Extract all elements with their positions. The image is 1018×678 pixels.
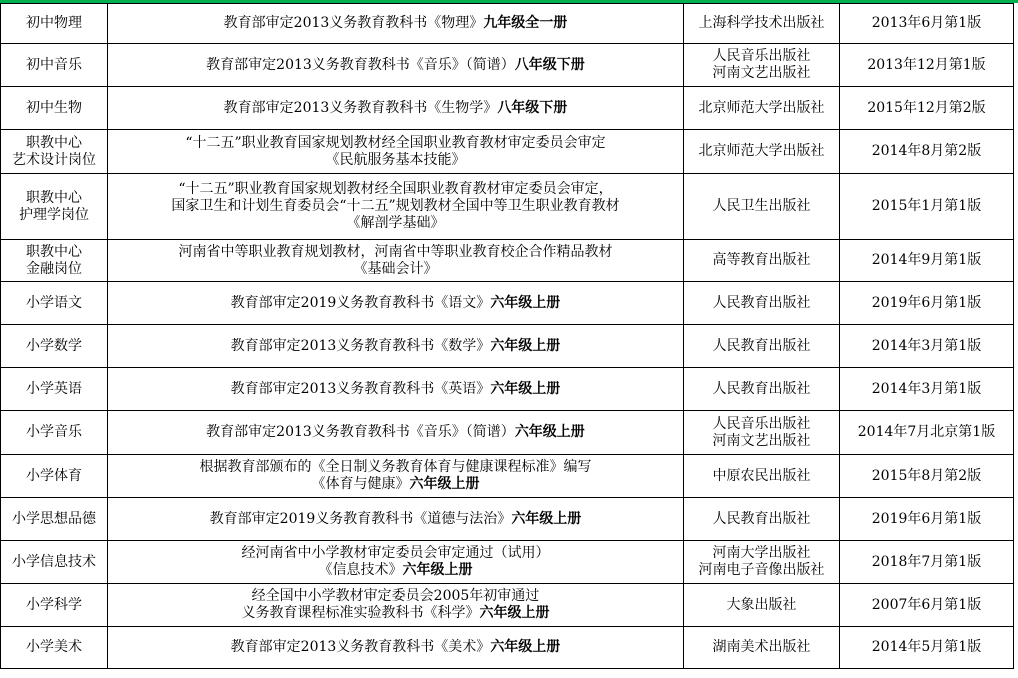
table-row bbox=[1, 325, 1014, 368]
subject-cell bbox=[1, 174, 108, 240]
title-text: 教育部审定2019义务教育教科书《语文》 bbox=[230, 294, 491, 311]
grade-volume-text: 九年级全一册 bbox=[483, 15, 568, 31]
title-line bbox=[111, 338, 680, 355]
edition-cell bbox=[840, 282, 1014, 325]
title-line bbox=[111, 476, 680, 493]
publisher-text: 人民音乐出版社 bbox=[712, 415, 811, 432]
grade-volume-text: 六年级上册 bbox=[514, 424, 585, 440]
title-text: “十二五”职业教育国家规划教材经全国职业教育教材审定委员会审定， bbox=[178, 181, 613, 197]
publisher-cell bbox=[684, 368, 840, 411]
edition-cell bbox=[840, 498, 1014, 541]
publisher-cell bbox=[684, 4, 840, 44]
edition-cell bbox=[840, 325, 1014, 368]
publisher-cell bbox=[684, 282, 840, 325]
textbook-title-cell bbox=[108, 368, 684, 411]
title-line bbox=[111, 295, 680, 312]
edition-text: 2015年1月第1版 bbox=[871, 198, 982, 214]
subject-cell bbox=[1, 4, 108, 44]
subject-text: 小学信息技术 bbox=[12, 553, 96, 570]
subject-text: 小学音乐 bbox=[26, 424, 82, 440]
publisher-cell bbox=[684, 174, 840, 240]
edition-cell bbox=[840, 584, 1014, 627]
title-line bbox=[111, 605, 680, 622]
title-line bbox=[111, 545, 680, 562]
title-line bbox=[111, 198, 680, 215]
edition-text: 2019年6月第1版 bbox=[871, 510, 982, 527]
title-text: 《解剖学基础》 bbox=[346, 215, 445, 231]
title-line bbox=[111, 511, 680, 528]
edition-text: 2014年8月第2版 bbox=[871, 143, 982, 159]
table-row bbox=[1, 87, 1014, 130]
table-row bbox=[1, 44, 1014, 87]
subject-text: 小学思想品德 bbox=[12, 510, 96, 527]
textbook-title-cell bbox=[108, 87, 684, 130]
subject-text: 护理学岗位 bbox=[19, 206, 89, 223]
subject-text: 艺术设计岗位 bbox=[12, 151, 96, 168]
edition-text: 2018年7月第1版 bbox=[871, 553, 982, 570]
title-line bbox=[111, 261, 680, 278]
title-text: 根据教育部颁布的《全日制义务教育体育与健康课程标准》编写 bbox=[199, 459, 592, 475]
subject-text: 初中生物 bbox=[26, 99, 82, 116]
textbook-table-body bbox=[1, 4, 1014, 669]
publisher-cell bbox=[684, 411, 840, 455]
title-line bbox=[111, 215, 680, 232]
grade-volume-text: 六年级上册 bbox=[402, 562, 473, 578]
edition-cell bbox=[840, 368, 1014, 411]
edition-text: 2014年3月第1版 bbox=[871, 337, 982, 354]
table-row bbox=[1, 541, 1014, 584]
title-text: 义务教育课程标准实验教科书《科学》 bbox=[241, 605, 480, 621]
subject-text: 初中音乐 bbox=[26, 56, 82, 73]
table-row bbox=[1, 130, 1014, 174]
publisher-cell bbox=[684, 130, 840, 174]
title-text: 国家卫生和计划生育委员会“十二五”规划教材全国中等卫生职业教育教材 bbox=[171, 198, 620, 214]
title-line bbox=[111, 244, 680, 261]
grade-volume-text: 六年级上册 bbox=[479, 605, 550, 621]
edition-text: 2015年12月第2版 bbox=[867, 99, 986, 116]
textbook-title-cell bbox=[108, 584, 684, 627]
table-row bbox=[1, 240, 1014, 282]
title-text: 经河南省中小学教材审定委员会审定通过（试用） bbox=[241, 545, 550, 561]
grade-volume-text: 六年级上册 bbox=[490, 294, 561, 311]
subject-text: 小学体育 bbox=[26, 467, 82, 484]
textbook-title-cell bbox=[108, 541, 684, 584]
publisher-text: 人民教育出版社 bbox=[712, 294, 811, 311]
textbook-title-cell bbox=[108, 174, 684, 240]
subject-text: 职教中心 bbox=[26, 243, 82, 260]
publisher-text: 河南文艺出版社 bbox=[712, 65, 811, 81]
edition-text: 2007年6月第1版 bbox=[871, 596, 982, 613]
publisher-cell bbox=[684, 455, 840, 498]
edition-text: 2013年12月第1版 bbox=[867, 56, 986, 73]
subject-cell bbox=[1, 411, 108, 455]
edition-cell bbox=[840, 44, 1014, 87]
table-row bbox=[1, 584, 1014, 627]
publisher-cell bbox=[684, 325, 840, 368]
subject-cell bbox=[1, 584, 108, 627]
edition-cell bbox=[840, 411, 1014, 455]
textbook-title-cell bbox=[108, 325, 684, 368]
title-line bbox=[111, 15, 680, 32]
subject-text: 职教中心 bbox=[26, 189, 82, 206]
textbook-title-cell bbox=[108, 498, 684, 541]
publisher-text: 河南电子音像出版社 bbox=[698, 562, 825, 578]
title-line bbox=[111, 639, 680, 656]
title-line bbox=[111, 57, 680, 74]
title-line bbox=[111, 588, 680, 605]
title-text: 教育部审定2013义务教育教科书《音乐》（简谱） bbox=[206, 424, 515, 440]
table-row bbox=[1, 627, 1014, 669]
subject-text: 小学科学 bbox=[26, 596, 82, 613]
publisher-text: 人民教育出版社 bbox=[712, 337, 811, 354]
table-row bbox=[1, 455, 1014, 498]
publisher-text: 中原农民出版社 bbox=[712, 467, 811, 484]
grade-volume-text: 六年级上册 bbox=[490, 639, 561, 655]
table-row bbox=[1, 174, 1014, 240]
grade-volume-text: 六年级上册 bbox=[409, 476, 480, 492]
title-text: 教育部审定2013义务教育教科书《英语》 bbox=[230, 380, 491, 397]
publisher-cell bbox=[684, 498, 840, 541]
title-line bbox=[111, 152, 680, 169]
publisher-text: 湖南美术出版社 bbox=[712, 639, 811, 655]
title-line bbox=[111, 459, 680, 476]
table-row bbox=[1, 368, 1014, 411]
publisher-text: 上海科学技术出版社 bbox=[698, 15, 825, 31]
title-text: 教育部审定2013义务教育教科书《生物学》 bbox=[223, 99, 498, 116]
table-row bbox=[1, 411, 1014, 455]
textbook-title-cell bbox=[108, 240, 684, 282]
subject-cell bbox=[1, 130, 108, 174]
grade-volume-text: 六年级上册 bbox=[490, 337, 561, 354]
edition-text: 2014年7月北京第1版 bbox=[857, 424, 996, 440]
textbook-title-cell bbox=[108, 282, 684, 325]
title-line bbox=[111, 424, 680, 441]
edition-cell bbox=[840, 541, 1014, 584]
textbook-title-cell bbox=[108, 455, 684, 498]
title-text: 《基础会计》 bbox=[353, 260, 438, 277]
subject-cell bbox=[1, 44, 108, 87]
edition-cell bbox=[840, 174, 1014, 240]
title-text: 河南省中等职业教育规划教材，河南省中等职业教育校企合作精品教材 bbox=[178, 243, 613, 260]
publisher-cell bbox=[684, 87, 840, 130]
subject-cell bbox=[1, 87, 108, 130]
edition-text: 2014年3月第1版 bbox=[871, 380, 982, 397]
edition-cell bbox=[840, 240, 1014, 282]
table-row bbox=[1, 4, 1014, 44]
subject-text: 小学语文 bbox=[26, 294, 82, 311]
subject-text: 小学英语 bbox=[26, 380, 82, 397]
publisher-text: 人民音乐出版社 bbox=[712, 48, 811, 64]
edition-cell bbox=[840, 4, 1014, 44]
subject-text: 金融岗位 bbox=[26, 260, 82, 277]
title-line bbox=[111, 100, 680, 117]
subject-cell bbox=[1, 541, 108, 584]
subject-cell bbox=[1, 498, 108, 541]
publisher-text: 大象出版社 bbox=[726, 596, 797, 613]
subject-cell bbox=[1, 282, 108, 325]
edition-text: 2014年5月第1版 bbox=[871, 639, 982, 655]
publisher-cell bbox=[684, 44, 840, 87]
edition-text: 2013年6月第1版 bbox=[871, 15, 982, 31]
publisher-text: 河南文艺出版社 bbox=[712, 432, 811, 449]
subject-text: 初中物理 bbox=[26, 15, 82, 31]
title-text: 《体育与健康》 bbox=[311, 476, 410, 492]
subject-text: 小学美术 bbox=[26, 639, 82, 655]
subject-cell bbox=[1, 627, 108, 669]
title-line bbox=[111, 562, 680, 579]
subject-cell bbox=[1, 325, 108, 368]
grade-volume-text: 六年级上册 bbox=[511, 510, 582, 527]
subject-text: 职教中心 bbox=[26, 134, 82, 151]
publisher-text: 北京师范大学出版社 bbox=[698, 99, 825, 116]
title-text: 教育部审定2019义务教育教科书《道德与法治》 bbox=[209, 510, 512, 527]
title-text: 教育部审定2013义务教育教科书《音乐》（简谱） bbox=[206, 56, 515, 73]
subject-cell bbox=[1, 368, 108, 411]
textbook-table bbox=[0, 3, 1014, 669]
grade-volume-text: 八年级下册 bbox=[497, 99, 568, 116]
subject-cell bbox=[1, 455, 108, 498]
title-line bbox=[111, 181, 680, 198]
textbook-title-cell bbox=[108, 130, 684, 174]
title-line bbox=[111, 381, 680, 398]
edition-text: 2019年6月第1版 bbox=[871, 294, 982, 311]
publisher-text: 北京师范大学出版社 bbox=[698, 143, 825, 159]
publisher-text: 高等教育出版社 bbox=[712, 252, 811, 268]
publisher-text: 人民教育出版社 bbox=[712, 380, 811, 397]
publisher-cell bbox=[684, 541, 840, 584]
textbook-title-cell bbox=[108, 44, 684, 87]
title-text: 教育部审定2013义务教育教科书《数学》 bbox=[230, 337, 491, 354]
textbook-title-cell bbox=[108, 627, 684, 669]
publisher-cell bbox=[684, 584, 840, 627]
textbook-title-cell bbox=[108, 4, 684, 44]
title-text: 《信息技术》 bbox=[318, 562, 403, 578]
title-text: “十二五”职业教育国家规划教材经全国职业教育教材审定委员会审定 bbox=[185, 134, 606, 151]
grade-volume-text: 八年级下册 bbox=[514, 56, 585, 73]
publisher-text: 河南大学出版社 bbox=[712, 545, 811, 561]
textbook-title-cell bbox=[108, 411, 684, 455]
title-text: 教育部审定2013义务教育教科书《物理》 bbox=[223, 15, 484, 31]
title-text: 教育部审定2013义务教育教科书《美术》 bbox=[230, 639, 491, 655]
publisher-cell bbox=[684, 240, 840, 282]
subject-text: 小学数学 bbox=[26, 337, 82, 354]
grade-volume-text: 六年级上册 bbox=[490, 380, 561, 397]
edition-text: 2014年9月第1版 bbox=[871, 252, 982, 268]
title-text: 《民航服务基本技能》 bbox=[325, 151, 466, 168]
title-line bbox=[111, 135, 680, 152]
edition-cell bbox=[840, 130, 1014, 174]
table-row bbox=[1, 498, 1014, 541]
publisher-cell bbox=[684, 627, 840, 669]
edition-cell bbox=[840, 455, 1014, 498]
publisher-text: 人民卫生出版社 bbox=[712, 198, 811, 214]
publisher-text: 人民教育出版社 bbox=[712, 510, 811, 527]
edition-cell bbox=[840, 87, 1014, 130]
subject-cell bbox=[1, 240, 108, 282]
table-row bbox=[1, 282, 1014, 325]
edition-cell bbox=[840, 627, 1014, 669]
edition-text: 2015年8月第2版 bbox=[871, 467, 982, 484]
title-text: 经全国中小学教材审定委员会2005年初审通过 bbox=[251, 588, 540, 604]
